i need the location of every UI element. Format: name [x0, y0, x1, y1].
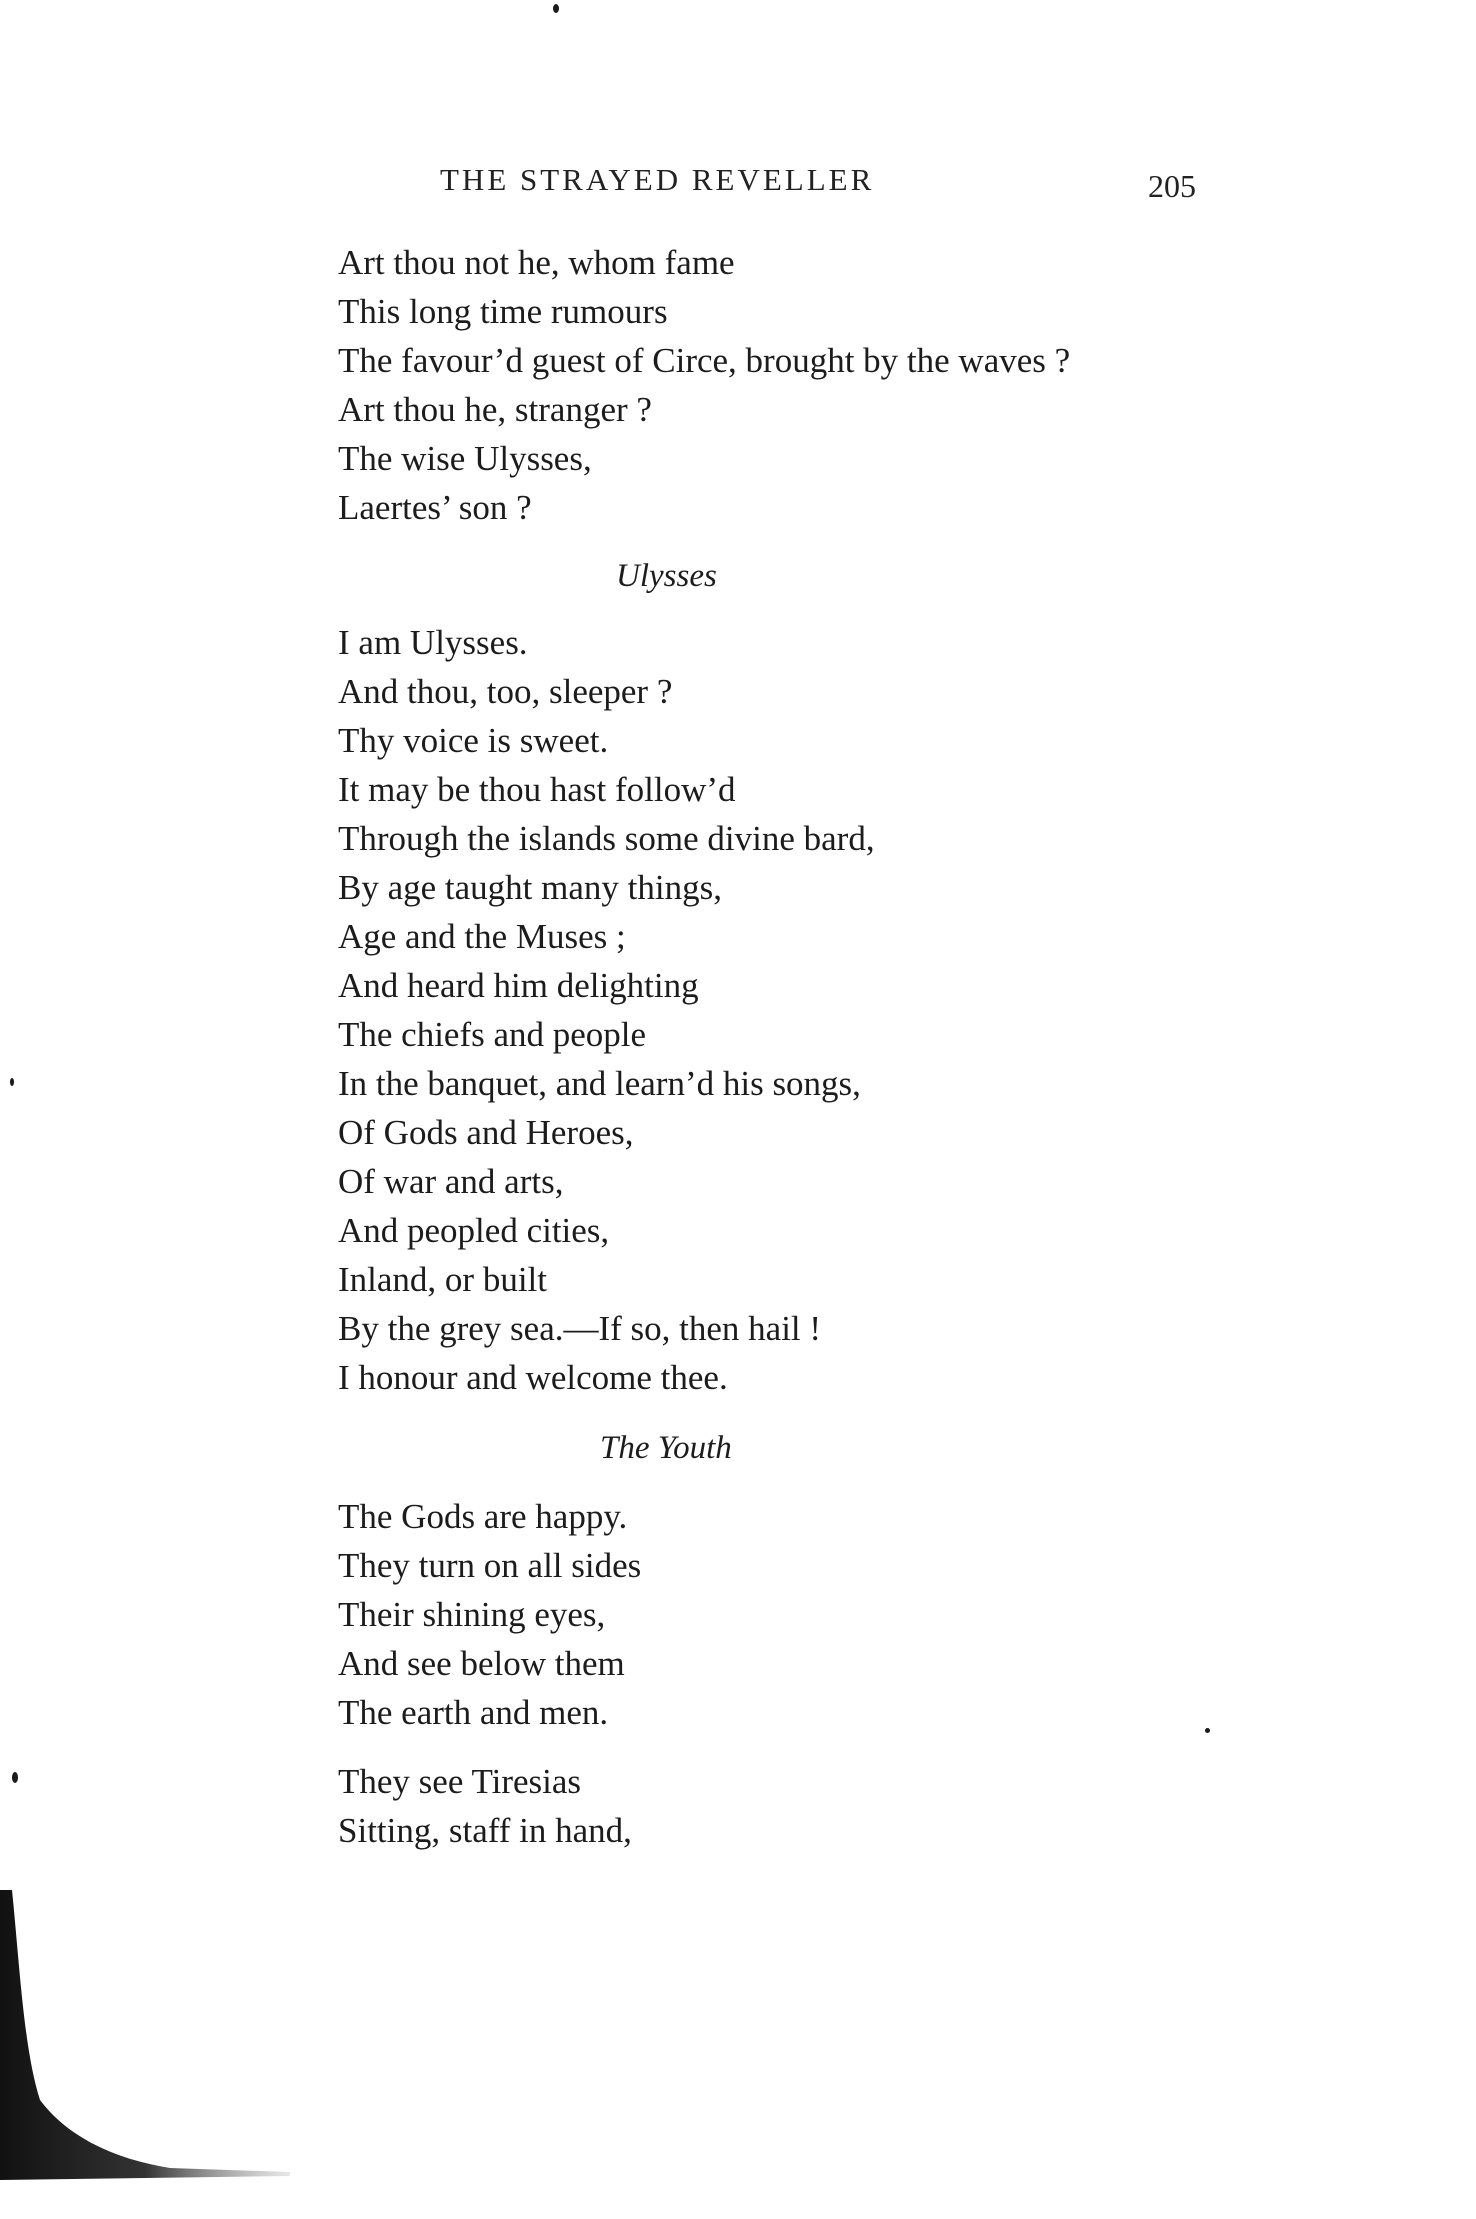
verse-line: It may be thou hast follow’d — [338, 770, 736, 809]
stanza-3 — [338, 1492, 1338, 1737]
verse-line: Through the islands some divine bard, — [338, 819, 875, 858]
verse-line: Sitting, staff in hand, — [338, 1811, 632, 1850]
verse-line: Laertes’ son ? — [338, 488, 532, 527]
verse-line: The Gods are happy. — [338, 1497, 628, 1536]
verse-line: They see Tiresias — [338, 1762, 582, 1801]
verse-line: Their shining eyes, — [338, 1595, 606, 1634]
poem-text — [338, 238, 1338, 1855]
stanza-4 — [338, 1757, 1338, 1855]
ink-speck — [12, 1772, 18, 1783]
verse-line: The favour’d guest of Circe, brought by the waves ? — [338, 341, 1071, 380]
verse-line: And peopled cities, — [338, 1211, 610, 1250]
verse-line: By age taught many things, — [338, 868, 722, 907]
verse-line: And see below them — [338, 1644, 625, 1683]
verse-line: Art thou he, stranger ? — [338, 390, 652, 429]
verse-line: The earth and men. — [338, 1693, 609, 1732]
verse-line: In the banquet, and learn’d his songs, — [338, 1064, 861, 1103]
ink-speck — [10, 1078, 14, 1086]
scan-edge-shadow — [0, 1850, 300, 2190]
ink-speck — [553, 4, 559, 13]
verse-line: Thy voice is sweet. — [338, 721, 609, 760]
verse-line: I am Ulysses. — [338, 623, 528, 662]
stanza-break — [338, 1737, 1338, 1757]
ink-speck — [1205, 1728, 1210, 1733]
verse-line: And heard him delighting — [338, 966, 699, 1005]
verse-line: I honour and welcome thee. — [338, 1358, 728, 1397]
verse-line: Of Gods and Heroes, — [338, 1113, 634, 1152]
verse-line: Art thou not he, whom fame — [338, 243, 735, 282]
verse-line: The chiefs and people — [338, 1015, 647, 1054]
verse-line: Of war and arts, — [338, 1162, 564, 1201]
verse-line: They turn on all sides — [338, 1546, 642, 1585]
verse-line: This long time rumours — [338, 292, 668, 331]
verse-line: The wise Ulysses, — [338, 439, 592, 478]
running-header: THE STRAYED REVELLER — [440, 162, 875, 197]
verse-line: By the grey sea.—If so, then hail ! — [338, 1309, 822, 1348]
stanza-2 — [338, 618, 1338, 1402]
speaker-heading-ulysses: Ulysses — [616, 558, 717, 594]
verse-line: Age and the Muses ; — [338, 917, 626, 956]
page-number: 205 — [1148, 168, 1196, 204]
verse-line: And thou, too, sleeper ? — [338, 672, 673, 711]
verse-line: Inland, or built — [338, 1260, 547, 1299]
speaker-heading-the-youth: The Youth — [600, 1430, 732, 1466]
stanza-1 — [338, 238, 1338, 532]
